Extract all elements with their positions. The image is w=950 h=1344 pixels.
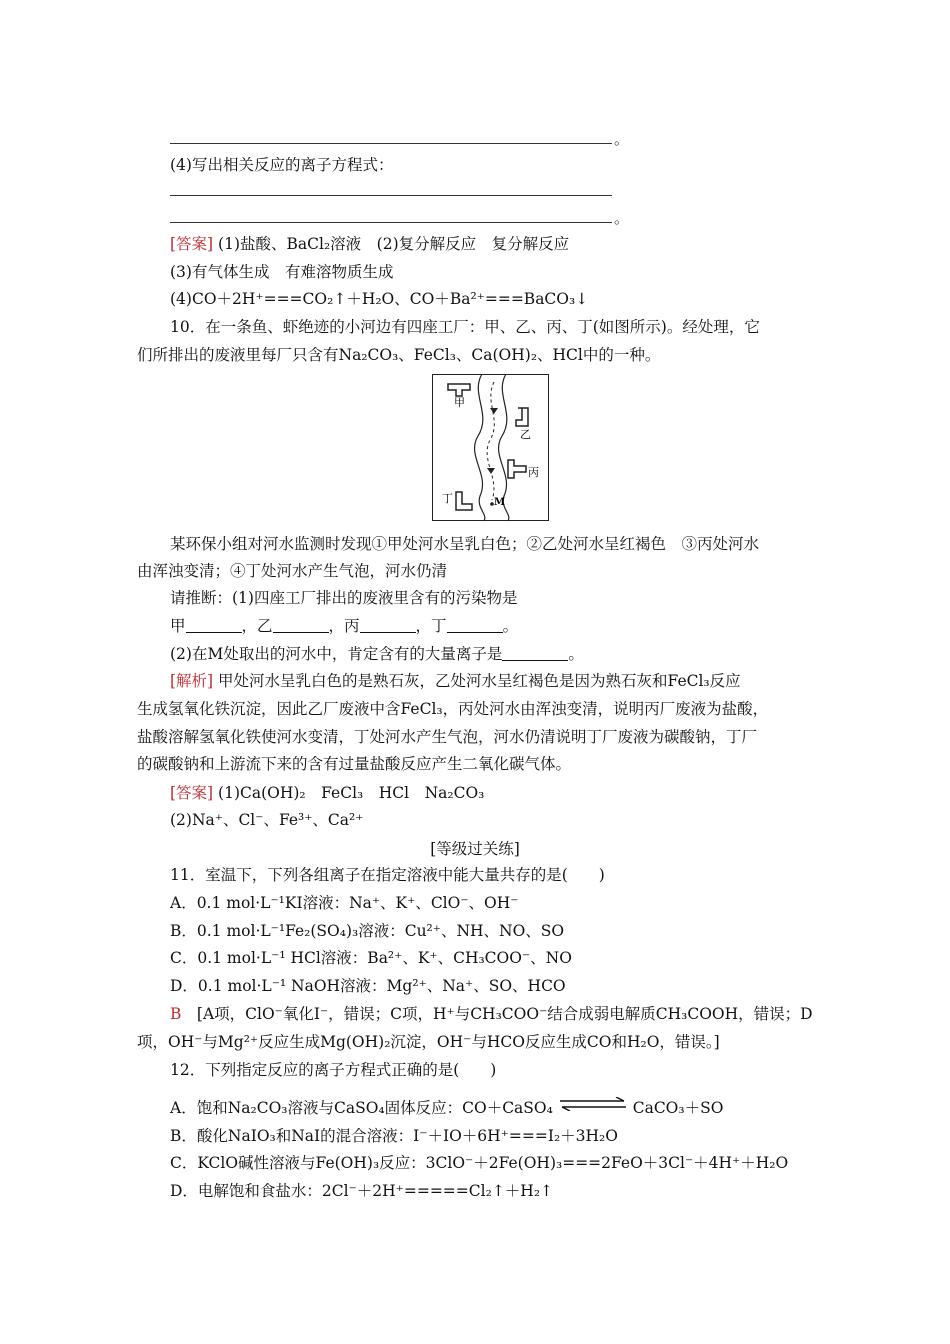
answer-tag: [答案] bbox=[170, 784, 214, 802]
q10-answer-2: (2)Na⁺、Cl⁻、Fe³⁺、Ca²⁺ bbox=[170, 811, 364, 829]
factory-yi-label: 乙 bbox=[520, 428, 531, 441]
answer-text: (1)Ca(OH)₂ FeCl₃ HCl Na₂CO₃ bbox=[213, 784, 485, 802]
q10-part1: 请推断：(1)四座工厂排出的废液里含有的污染物是 bbox=[170, 589, 518, 607]
fill-blank bbox=[447, 618, 503, 633]
factory-jia-label: 甲 bbox=[454, 396, 465, 409]
answer-key: B bbox=[170, 1005, 182, 1023]
river-factory-diagram bbox=[432, 374, 550, 522]
q10-part2 bbox=[170, 643, 584, 665]
q10-analysis-2: 生成氢氧化铁沉淀，因此乙厂废液中含FeCl₃，丙处河水由浑浊变清，说明丙厂废液为盐酸， bbox=[137, 700, 769, 718]
option-a-left: A．饱和Na₂CO₃溶液与CaSO₄固体反应：CO＋CaSO₄ bbox=[170, 1099, 553, 1117]
q10-part1-blanks bbox=[170, 615, 518, 637]
point-m-label: M bbox=[494, 497, 506, 508]
q11-option-b: B．0.1 mol·L⁻¹Fe₂(SO₄)₃溶液：Cu²⁺、NH、NO、SO bbox=[170, 922, 565, 940]
fill-blank bbox=[273, 618, 329, 633]
analysis-tag: [解析] bbox=[170, 672, 214, 690]
q10-analysis-4: 的碳酸钠和上游流下来的含有过量盐酸反应产生二氧化碳气体。 bbox=[137, 755, 572, 773]
q11-stem: 11．室温下，下列各组离子在指定溶液中能大量共存的是( ) bbox=[170, 866, 605, 884]
q10-stem-2: 们所排出的废液里每厂只含有Na₂CO₃、FeCl₃、Ca(OH)₂、HCl中的一种。 bbox=[137, 346, 661, 364]
blank-label: ，丁 bbox=[415, 617, 447, 635]
q9-answer-3: (4)CO＋2H⁺===CO₂↑＋H₂O、CO＋Ba²⁺===BaCO₃↓ bbox=[170, 290, 589, 308]
q11-explanation-1 bbox=[170, 1003, 813, 1025]
answer-text: (1)盐酸、BaCl₂溶液 (2)复分解反应 复分解反应 bbox=[213, 235, 570, 253]
q9-answer-1 bbox=[170, 233, 569, 255]
q10-stem-1: 10．在一条鱼、虾绝迹的小河边有四座工厂：甲、乙、丙、丁(如图所示)。经处理，它 bbox=[170, 318, 760, 336]
answer-tag: [答案] bbox=[170, 235, 214, 253]
analysis-text: 甲处河水呈乳白色的是熟石灰，乙处河水呈红褐色是因为熟石灰和FeCl₃反应 bbox=[213, 672, 741, 690]
period: 。 bbox=[614, 209, 630, 227]
q12-option-c: C．KClO碱性溶液与Fe(OH)₃反应：3ClO⁻＋2Fe(OH)₃===2FeO＋3Cl⁻＋4H⁺＋H₂O bbox=[170, 1154, 789, 1172]
q10-part2-text: (2)在M处取出的河水中，肯定含有的大量离子是 bbox=[170, 645, 503, 663]
factory-bing-label: 丙 bbox=[528, 466, 539, 479]
q12-option-a bbox=[170, 1097, 723, 1119]
q12-option-b: B．酸化NaIO₃和NaI的混合溶液：I⁻＋IO＋6H⁺===I₂＋3H₂O bbox=[170, 1127, 618, 1145]
equilibrium-arrow-icon bbox=[558, 1097, 628, 1111]
option-a-right: CaCO₃＋SO bbox=[632, 1099, 724, 1117]
q11-option-c: C．0.1 mol·L⁻¹ HCl溶液：Ba²⁺、K⁺、CH₃COO⁻、NO bbox=[170, 949, 572, 967]
section-heading: [等级过关练] bbox=[430, 840, 520, 858]
fill-blank bbox=[360, 618, 416, 633]
blank-label: 甲 bbox=[170, 617, 186, 635]
q11-option-a: A．0.1 mol·L⁻¹KI溶液：Na⁺、K⁺、ClO⁻、OH⁻ bbox=[170, 894, 519, 912]
q10-answer-1 bbox=[170, 782, 484, 804]
q10-observation-1: 某环保小组对河水监测时发现①甲处河水呈乳白色；②乙处河水呈红褐色 ③丙处河水 bbox=[170, 535, 760, 553]
explanation-text: [A项，ClO⁻氧化I⁻，错误；C项，H⁺与CH₃COO⁻结合成弱电解质CH₃COOH，错误；D bbox=[181, 1005, 813, 1023]
q11-explanation-2: 项，OH⁻与Mg²⁺反应生成Mg(OH)₂沉淀，OH⁻与HCO反应生成CO和H₂O，错误。] bbox=[137, 1033, 720, 1051]
answer-blank-line bbox=[170, 143, 612, 144]
q11-option-d: D．0.1 mol·L⁻¹ NaOH溶液：Mg²⁺、Na⁺、SO、HCO bbox=[170, 977, 566, 995]
blank-label: ，乙 bbox=[241, 617, 273, 635]
q10-analysis-3: 盐酸溶解氢氧化铁使河水变清，丁处河水产生气泡，河水仍清说明丁厂废液为碳酸钠，丁厂 bbox=[137, 728, 758, 746]
blank-label: ，丙 bbox=[328, 617, 360, 635]
blank-label: 。 bbox=[502, 617, 519, 635]
q9-answer-2: (3)有气体生成 有难溶物质生成 bbox=[170, 263, 394, 281]
q9-part4: (4)写出相关反应的离子方程式： bbox=[170, 156, 394, 174]
q10-observation-2: 由浑浊变清；④丁处河水产生气泡，河水仍清 bbox=[137, 562, 448, 580]
answer-blank-line bbox=[170, 222, 612, 223]
q12-option-d: D．电解饱和食盐水：2Cl⁻＋2H⁺=====Cl₂↑＋H₂↑ bbox=[170, 1182, 554, 1200]
period: 。 bbox=[568, 645, 584, 663]
fill-blank bbox=[186, 618, 242, 633]
factory-ding-label: 丁 bbox=[442, 492, 453, 505]
answer-blank-line bbox=[170, 195, 612, 196]
period: 。 bbox=[614, 130, 630, 148]
fill-blank bbox=[502, 646, 568, 661]
q10-analysis-1 bbox=[170, 670, 741, 692]
q12-stem: 12．下列指定反应的离子方程式正确的是( ) bbox=[170, 1061, 497, 1079]
